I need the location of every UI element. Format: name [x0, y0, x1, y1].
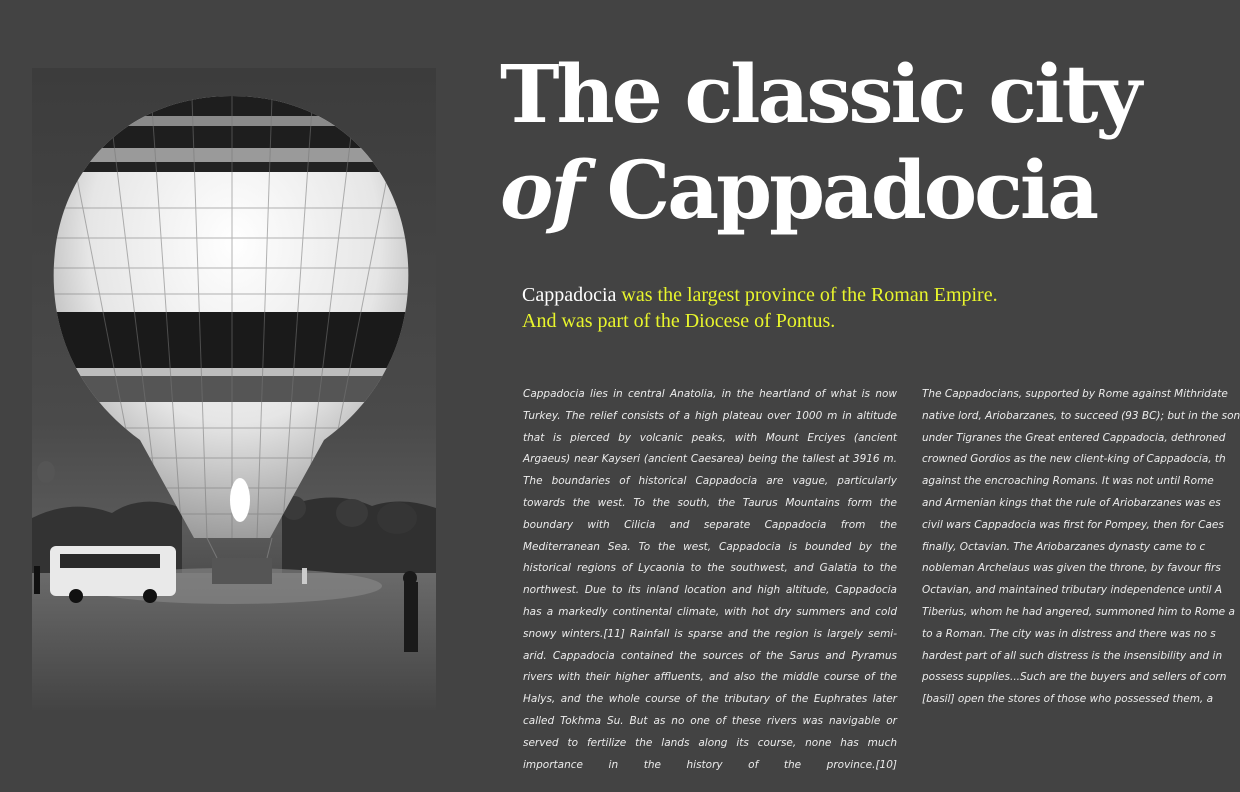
title-line-2	[500, 142, 1139, 238]
body-column-2-line: under Tigranes the Great entered Cappadocia, dethroned	[922, 431, 1226, 444]
body-column-2-line: nobleman Archelaus was given the throne, by favour firs	[922, 562, 1221, 575]
body-column-2-line: The Cappadocians, supported by Rome against Mithridate	[922, 388, 1228, 400]
balloon-illustration	[32, 68, 436, 710]
body-column-2	[922, 384, 1240, 711]
page-title	[500, 46, 1139, 238]
title-city-name: Cappadocia	[581, 143, 1097, 237]
body-column-2-line: and Armenian kings that the rule of Ariobarzanes was es	[922, 496, 1221, 509]
body-column-2-line: Octavian, and maintained tributary independence until A	[922, 584, 1223, 597]
body-column-2-line: Tiberius, whom he had angered, summoned him to Rome a	[922, 605, 1235, 618]
lead-line-1	[522, 282, 998, 308]
balloon-photo	[32, 68, 436, 710]
lead-line-2: And was part of the Diocese of Pontus.	[522, 310, 836, 332]
body-column-1: Cappadocia lies in central Anatolia, in the heartland of what is now Turkey. The relief consists of a high plateau over 1000 m in altitude that is pierced by volcanic peaks, with Mount Erciyes (ancient Argaeus) near Kayseri (ancient Caesarea) being the tallest at 3916 m. The boundaries of historical Cappadocia are vague, particularly towards the west. To the south, the Taurus Mountains form the boundary with Cilicia and separate Cappadocia from the Mediterranean Sea. To the west, Cappadocia is bounded by the historical regions of Lycaonia to the southwest, and Galatia to the northwest. Due to its inland location and high altitude, Cappadocia has a markedly continental climate, with hot dry summers and cold snowy winters.[11] Rainfall is sparse and the region is largely semi-arid. Cappadocia contained the sources of the Sarus and Pyramus rivers with their higher affluents, and also the middle course of the Halys, and the whole course of the tributary of the Euphrates later called Tokhma Su. But as no one of these rivers was navigable or served to fertilize the lands along its course, none has much importance in the history of the province.[10]	[523, 388, 897, 771]
body-column-2-line: native lord, Ariobarzanes, to succeed (93 BC); but in the son	[922, 409, 1240, 422]
lead-highlight-word: Cappadocia	[522, 284, 617, 306]
body-column-2-line: [basil] open the stores of those who possessed them, a	[922, 693, 1214, 706]
title-italic-of: of	[500, 143, 582, 237]
body-column-2-line: finally, Octavian. The Ariobarzanes dynasty came to c	[922, 540, 1206, 553]
body-column-2-line: against the encroaching Romans. It was not until Rome	[922, 475, 1214, 488]
lead-paragraph	[522, 282, 998, 334]
lead-line-1-rest: was the largest province of the Roman Empire.	[616, 284, 998, 306]
body-column-2-line: civil wars Cappadocia was first for Pompey, then for Caes	[922, 518, 1224, 531]
title-line-1: The classic city	[500, 47, 1139, 141]
body-column-2-line: to a Roman. The city was in distress and there was no s	[922, 627, 1216, 640]
body-column-2-line: hardest part of all such distress is the insensibility and in	[922, 649, 1223, 662]
body-column-2-line: possess supplies...Such are the buyers and sellers of corn	[922, 671, 1227, 684]
body-column-2-line: crowned Gordios as the new client-king of Cappadocia, th	[922, 453, 1226, 466]
